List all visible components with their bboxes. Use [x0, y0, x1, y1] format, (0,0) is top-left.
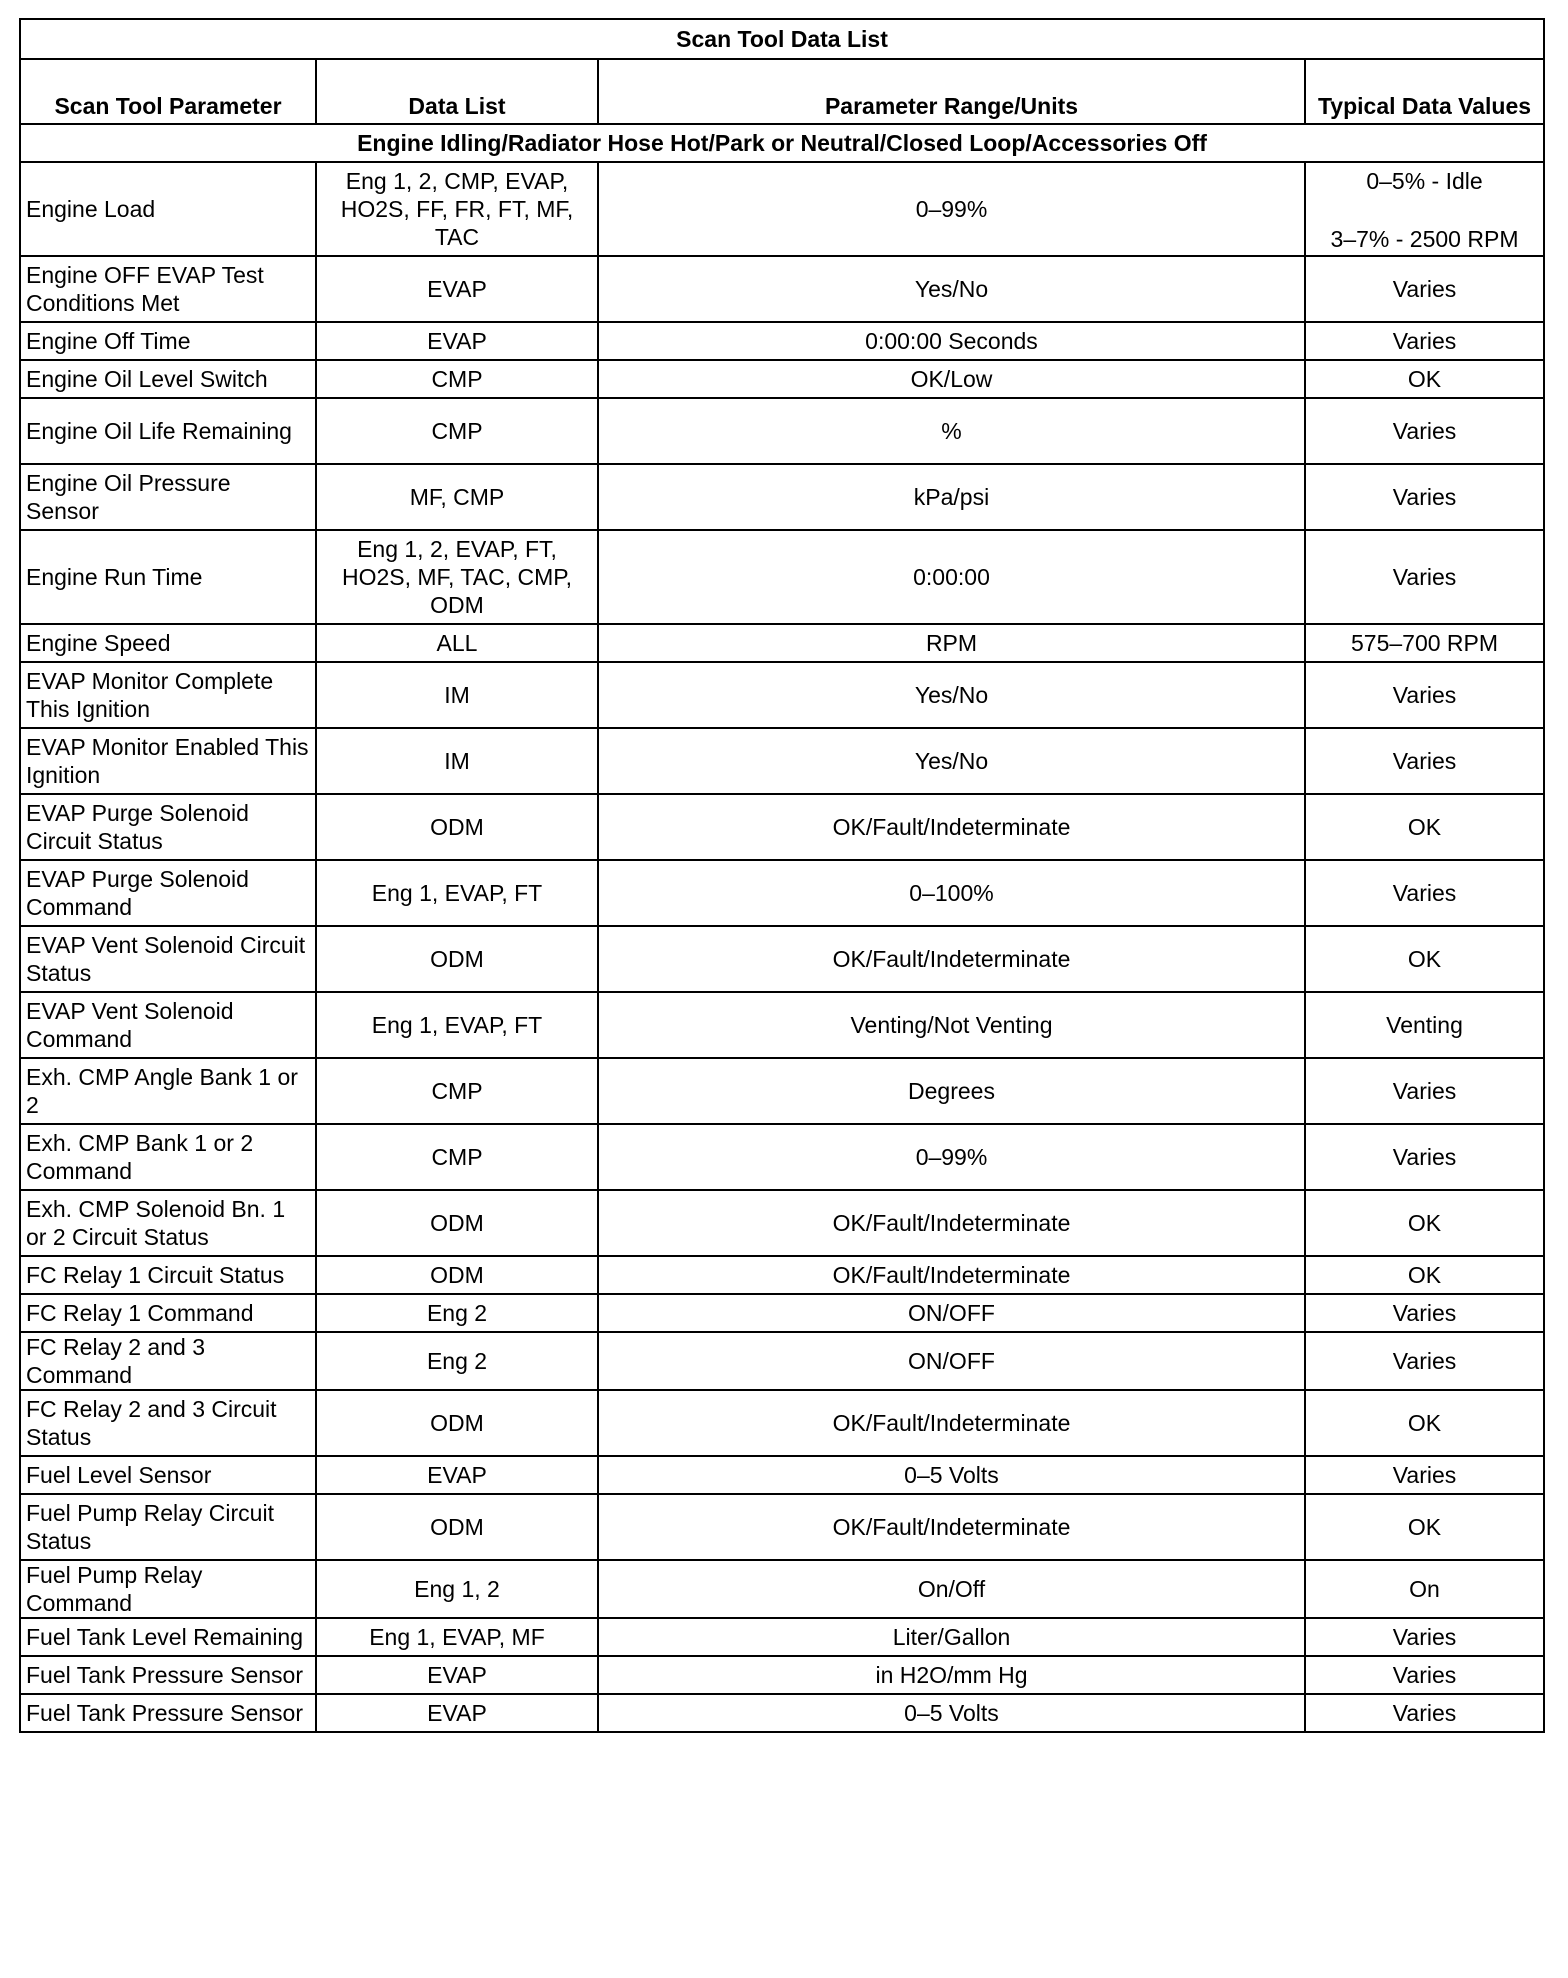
- parameter-cell: Exh. CMP Solenoid Bn. 1 or 2 Circuit Status: [20, 1190, 316, 1256]
- range-cell: Yes/No: [598, 728, 1305, 794]
- typical-value-cell: Varies: [1305, 1656, 1544, 1694]
- range-cell: 0–99%: [598, 1124, 1305, 1190]
- table-row: [20, 322, 1544, 360]
- typical-value-cell: Varies: [1305, 728, 1544, 794]
- range-cell: Liter/Gallon: [598, 1618, 1305, 1656]
- table-row: [20, 256, 1544, 322]
- typical-value-cell: Varies: [1305, 464, 1544, 530]
- typical-value-cell: OK: [1305, 1256, 1544, 1294]
- data-list-cell: IM: [316, 662, 598, 728]
- typical-value-cell: OK: [1305, 794, 1544, 860]
- table-row: [20, 1618, 1544, 1656]
- range-cell: RPM: [598, 624, 1305, 662]
- data-list-cell: CMP: [316, 1058, 598, 1124]
- table-row: [20, 398, 1544, 464]
- table-row: [20, 1294, 1544, 1332]
- table-row: [20, 1456, 1544, 1494]
- data-list-cell: IM: [316, 728, 598, 794]
- data-list-cell: ODM: [316, 1494, 598, 1560]
- data-list-cell: CMP: [316, 1124, 598, 1190]
- data-list-cell: EVAP: [316, 322, 598, 360]
- typical-value-cell: On: [1305, 1560, 1544, 1618]
- range-cell: OK/Low: [598, 360, 1305, 398]
- typical-value-cell: Varies: [1305, 1332, 1544, 1390]
- range-cell: 0–5 Volts: [598, 1694, 1305, 1732]
- parameter-cell: EVAP Purge Solenoid Command: [20, 860, 316, 926]
- parameter-cell: Fuel Tank Level Remaining: [20, 1618, 316, 1656]
- range-cell: OK/Fault/Indeterminate: [598, 1256, 1305, 1294]
- table-row: [20, 1124, 1544, 1190]
- typical-value-cell: Varies: [1305, 1618, 1544, 1656]
- table-row: [20, 624, 1544, 662]
- parameter-cell: Engine Off Time: [20, 322, 316, 360]
- table-row: [20, 860, 1544, 926]
- parameter-cell: Engine Oil Level Switch: [20, 360, 316, 398]
- parameter-cell: FC Relay 1 Command: [20, 1294, 316, 1332]
- operating-condition: Engine Idling/Radiator Hose Hot/Park or Neutral/Closed Loop/Accessories Off: [20, 124, 1544, 162]
- column-header-data-list: Data List: [316, 59, 598, 124]
- data-list-cell: EVAP: [316, 1694, 598, 1732]
- column-header-typical-values: Typical Data Values: [1305, 59, 1544, 124]
- parameter-cell: FC Relay 1 Circuit Status: [20, 1256, 316, 1294]
- data-list-cell: EVAP: [316, 1456, 598, 1494]
- parameter-cell: FC Relay 2 and 3 Circuit Status: [20, 1390, 316, 1456]
- data-list-cell: CMP: [316, 360, 598, 398]
- typical-value-group: [1312, 163, 1537, 255]
- table-row: [20, 1656, 1544, 1694]
- data-list-cell: ODM: [316, 794, 598, 860]
- range-cell: Yes/No: [598, 256, 1305, 322]
- table-row: [20, 162, 1544, 256]
- parameter-cell: Engine Oil Life Remaining: [20, 398, 316, 464]
- typical-value-cell: Varies: [1305, 1058, 1544, 1124]
- table-row: [20, 992, 1544, 1058]
- typical-value-cell: OK: [1305, 1190, 1544, 1256]
- parameter-cell: Engine Run Time: [20, 530, 316, 624]
- data-list-cell: Eng 1, EVAP, FT: [316, 860, 598, 926]
- parameter-cell: Engine Speed: [20, 624, 316, 662]
- table-row: [20, 662, 1544, 728]
- data-list-cell: ODM: [316, 1390, 598, 1456]
- typical-value-cell: OK: [1305, 1494, 1544, 1560]
- typical-value-cell: OK: [1305, 1390, 1544, 1456]
- range-cell: OK/Fault/Indeterminate: [598, 1190, 1305, 1256]
- range-cell: Degrees: [598, 1058, 1305, 1124]
- parameter-cell: Fuel Tank Pressure Sensor: [20, 1656, 316, 1694]
- typical-value-cell: Varies: [1305, 322, 1544, 360]
- typical-value-cell: Varies: [1305, 530, 1544, 624]
- table-row: [20, 360, 1544, 398]
- parameter-cell: Engine Oil Pressure Sensor: [20, 464, 316, 530]
- data-list-cell: Eng 1, 2, EVAP, FT, HO2S, MF, TAC, CMP, ODM: [316, 530, 598, 624]
- typical-value-cell: Varies: [1305, 860, 1544, 926]
- data-list-cell: Eng 1, EVAP, MF: [316, 1618, 598, 1656]
- typical-value-cell: Varies: [1305, 256, 1544, 322]
- data-list-cell: Eng 1, EVAP, FT: [316, 992, 598, 1058]
- data-list-cell: ODM: [316, 1190, 598, 1256]
- parameter-cell: Exh. CMP Bank 1 or 2 Command: [20, 1124, 316, 1190]
- range-cell: ON/OFF: [598, 1294, 1305, 1332]
- table-row: [20, 1256, 1544, 1294]
- parameter-cell: Exh. CMP Angle Bank 1 or 2: [20, 1058, 316, 1124]
- range-cell: 0:00:00: [598, 530, 1305, 624]
- parameter-cell: Engine Load: [20, 162, 316, 256]
- table-title: Scan Tool Data List: [20, 19, 1544, 59]
- scan-tool-data-table-container: [19, 18, 1543, 1733]
- table-row: [20, 1332, 1544, 1390]
- parameter-cell: FC Relay 2 and 3 Command: [20, 1332, 316, 1390]
- parameter-cell: Fuel Tank Pressure Sensor: [20, 1694, 316, 1732]
- column-header-parameter: Scan Tool Parameter: [20, 59, 316, 124]
- parameter-cell: EVAP Vent Solenoid Command: [20, 992, 316, 1058]
- table-title-row: [20, 19, 1544, 59]
- table-row: [20, 794, 1544, 860]
- range-cell: Yes/No: [598, 662, 1305, 728]
- typical-value-cell: 575–700 RPM: [1305, 624, 1544, 662]
- typical-value-cell: Varies: [1305, 1294, 1544, 1332]
- condition-row: [20, 124, 1544, 162]
- parameter-cell: EVAP Monitor Complete This Ignition: [20, 662, 316, 728]
- scan-tool-data-table: [19, 18, 1545, 1733]
- column-header-range-units: Parameter Range/Units: [598, 59, 1305, 124]
- parameter-cell: EVAP Monitor Enabled This Ignition: [20, 728, 316, 794]
- data-list-cell: ODM: [316, 926, 598, 992]
- data-list-cell: Eng 1, 2, CMP, EVAP, HO2S, FF, FR, FT, MF, TAC: [316, 162, 598, 256]
- parameter-cell: Fuel Pump Relay Command: [20, 1560, 316, 1618]
- typical-value-cell: OK: [1305, 360, 1544, 398]
- table-row: [20, 530, 1544, 624]
- data-list-cell: ODM: [316, 1256, 598, 1294]
- parameter-cell: Fuel Level Sensor: [20, 1456, 316, 1494]
- typical-value-cell: Varies: [1305, 1694, 1544, 1732]
- typical-value-cell: Varies: [1305, 1124, 1544, 1190]
- data-list-cell: EVAP: [316, 256, 598, 322]
- data-list-cell: MF, CMP: [316, 464, 598, 530]
- range-cell: in H2O/mm Hg: [598, 1656, 1305, 1694]
- data-list-cell: Eng 1, 2: [316, 1560, 598, 1618]
- parameter-cell: Fuel Pump Relay Circuit Status: [20, 1494, 316, 1560]
- table-row: [20, 1694, 1544, 1732]
- table-body: [20, 124, 1544, 1732]
- data-list-cell: Eng 2: [316, 1294, 598, 1332]
- table-row: [20, 1058, 1544, 1124]
- range-cell: OK/Fault/Indeterminate: [598, 794, 1305, 860]
- parameter-cell: EVAP Purge Solenoid Circuit Status: [20, 794, 316, 860]
- range-cell: ON/OFF: [598, 1332, 1305, 1390]
- range-cell: 0–100%: [598, 860, 1305, 926]
- typical-value-cell: [1305, 162, 1544, 256]
- table-header-row: [20, 59, 1544, 124]
- table-row: [20, 1560, 1544, 1618]
- table-row: [20, 464, 1544, 530]
- range-cell: %: [598, 398, 1305, 464]
- parameter-cell: EVAP Vent Solenoid Circuit Status: [20, 926, 316, 992]
- typical-value-cell: Varies: [1305, 662, 1544, 728]
- data-list-cell: Eng 2: [316, 1332, 598, 1390]
- data-list-cell: ALL: [316, 624, 598, 662]
- range-cell: 0:00:00 Seconds: [598, 322, 1305, 360]
- data-list-cell: EVAP: [316, 1656, 598, 1694]
- table-row: [20, 926, 1544, 992]
- typical-value-idle: 0–5% - Idle: [1366, 168, 1483, 194]
- data-list-cell: CMP: [316, 398, 598, 464]
- table-row: [20, 1390, 1544, 1456]
- table-row: [20, 728, 1544, 794]
- typical-value-2500rpm: 3–7% - 2500 RPM: [1330, 226, 1519, 252]
- range-cell: kPa/psi: [598, 464, 1305, 530]
- typical-value-cell: Varies: [1305, 398, 1544, 464]
- range-cell: On/Off: [598, 1560, 1305, 1618]
- range-cell: OK/Fault/Indeterminate: [598, 1390, 1305, 1456]
- typical-value-cell: Venting: [1305, 992, 1544, 1058]
- typical-value-cell: OK: [1305, 926, 1544, 992]
- range-cell: OK/Fault/Indeterminate: [598, 1494, 1305, 1560]
- table-row: [20, 1190, 1544, 1256]
- table-row: [20, 1494, 1544, 1560]
- range-cell: Venting/Not Venting: [598, 992, 1305, 1058]
- range-cell: 0–99%: [598, 162, 1305, 256]
- typical-value-cell: Varies: [1305, 1456, 1544, 1494]
- parameter-cell: Engine OFF EVAP Test Conditions Met: [20, 256, 316, 322]
- range-cell: OK/Fault/Indeterminate: [598, 926, 1305, 992]
- range-cell: 0–5 Volts: [598, 1456, 1305, 1494]
